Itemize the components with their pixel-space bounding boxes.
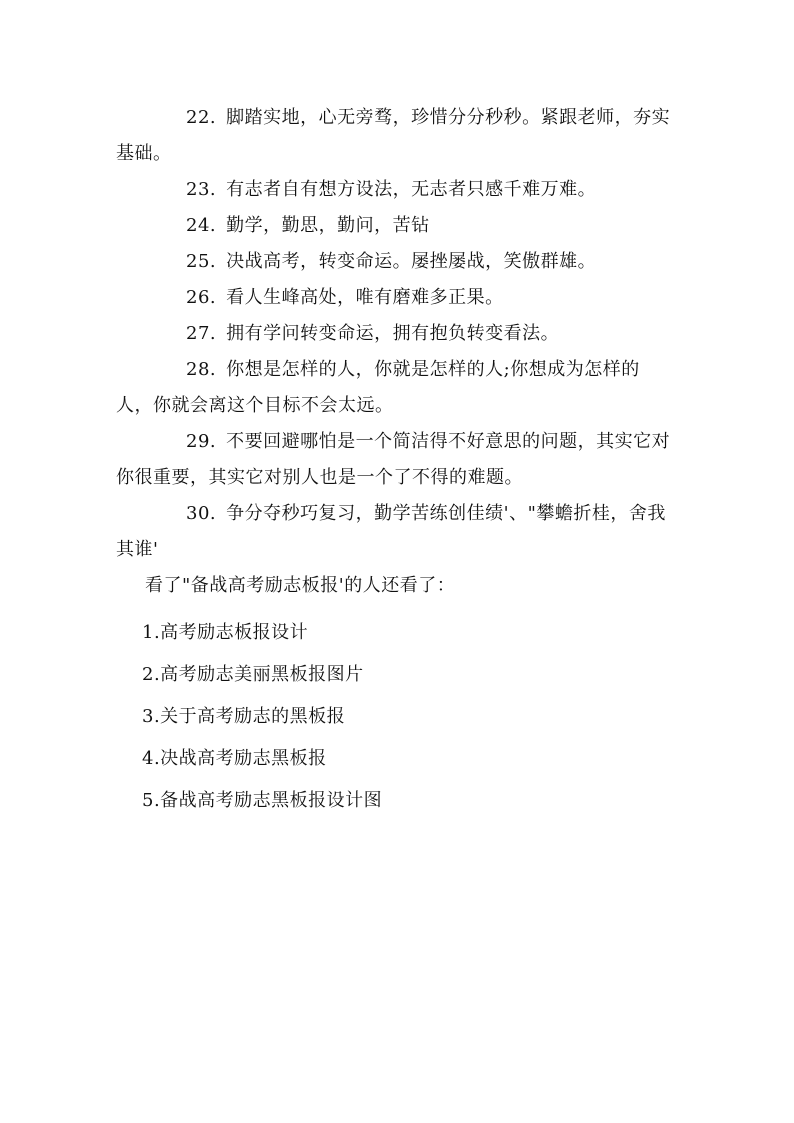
related-link[interactable]: 4.决战高考励志黑板报	[142, 748, 327, 769]
related-link[interactable]: 5.备战高考励志黑板报设计图	[142, 790, 383, 811]
quote-paragraph	[116, 100, 676, 172]
quote-text: 勤学，勤思，勤问，苦钻	[226, 215, 430, 236]
quote-paragraph	[116, 496, 676, 568]
quote-number: 23.	[186, 179, 217, 200]
related-links-list	[116, 612, 676, 822]
quote-number: 28.	[186, 359, 217, 380]
quote-paragraph	[116, 208, 676, 244]
quote-number: 26.	[186, 287, 217, 308]
quote-paragraph	[116, 280, 676, 316]
quote-paragraph	[116, 424, 676, 496]
quote-number: 24.	[186, 215, 217, 236]
quote-paragraph	[116, 352, 676, 424]
quote-number: 27.	[186, 323, 217, 344]
quote-number: 30.	[186, 503, 217, 524]
quote-number: 25.	[186, 251, 217, 272]
quote-text: 脚踏实地，心无旁骛，珍惜分分秒秒。紧跟老师，夯实基础。	[116, 107, 671, 164]
quote-text: 不要回避哪怕是一个简洁得不好意思的问题，其实它对你很重要，其实它对别人也是一个了不得的难题。	[116, 431, 671, 488]
quote-text: 决战高考，转变命运。屡挫屡战，笑傲群雄。	[226, 251, 597, 272]
quote-paragraph	[116, 244, 676, 280]
related-link[interactable]: 2.高考励志美丽黑板报图片	[142, 664, 364, 685]
related-link[interactable]: 1.高考励志板报设计	[142, 622, 309, 643]
quote-paragraph	[116, 316, 676, 352]
quote-paragraph	[116, 172, 676, 208]
quote-text: 拥有学问转变命运，拥有抱负转变看法。	[226, 323, 560, 344]
quote-number: 29.	[186, 431, 217, 452]
quote-text: 争分夺秒巧复习，勤学苦练创佳绩'、"攀蟾折桂，舍我其谁'	[116, 503, 666, 560]
related-link[interactable]: 3.关于高考励志的黑板报	[142, 706, 346, 727]
quote-text: 有志者自有想方设法，无志者只感千难万难。	[226, 179, 597, 200]
document-body	[116, 100, 676, 822]
quote-number: 22.	[186, 107, 217, 128]
quote-text: 看人生峰高处，唯有磨难多正果。	[226, 287, 504, 308]
related-heading: 看了"备战高考励志板报'的人还看了：	[145, 575, 456, 596]
quote-text: 你想是怎样的人，你就是怎样的人;你想成为怎样的人，你就会离这个目标不会太远。	[116, 359, 640, 416]
